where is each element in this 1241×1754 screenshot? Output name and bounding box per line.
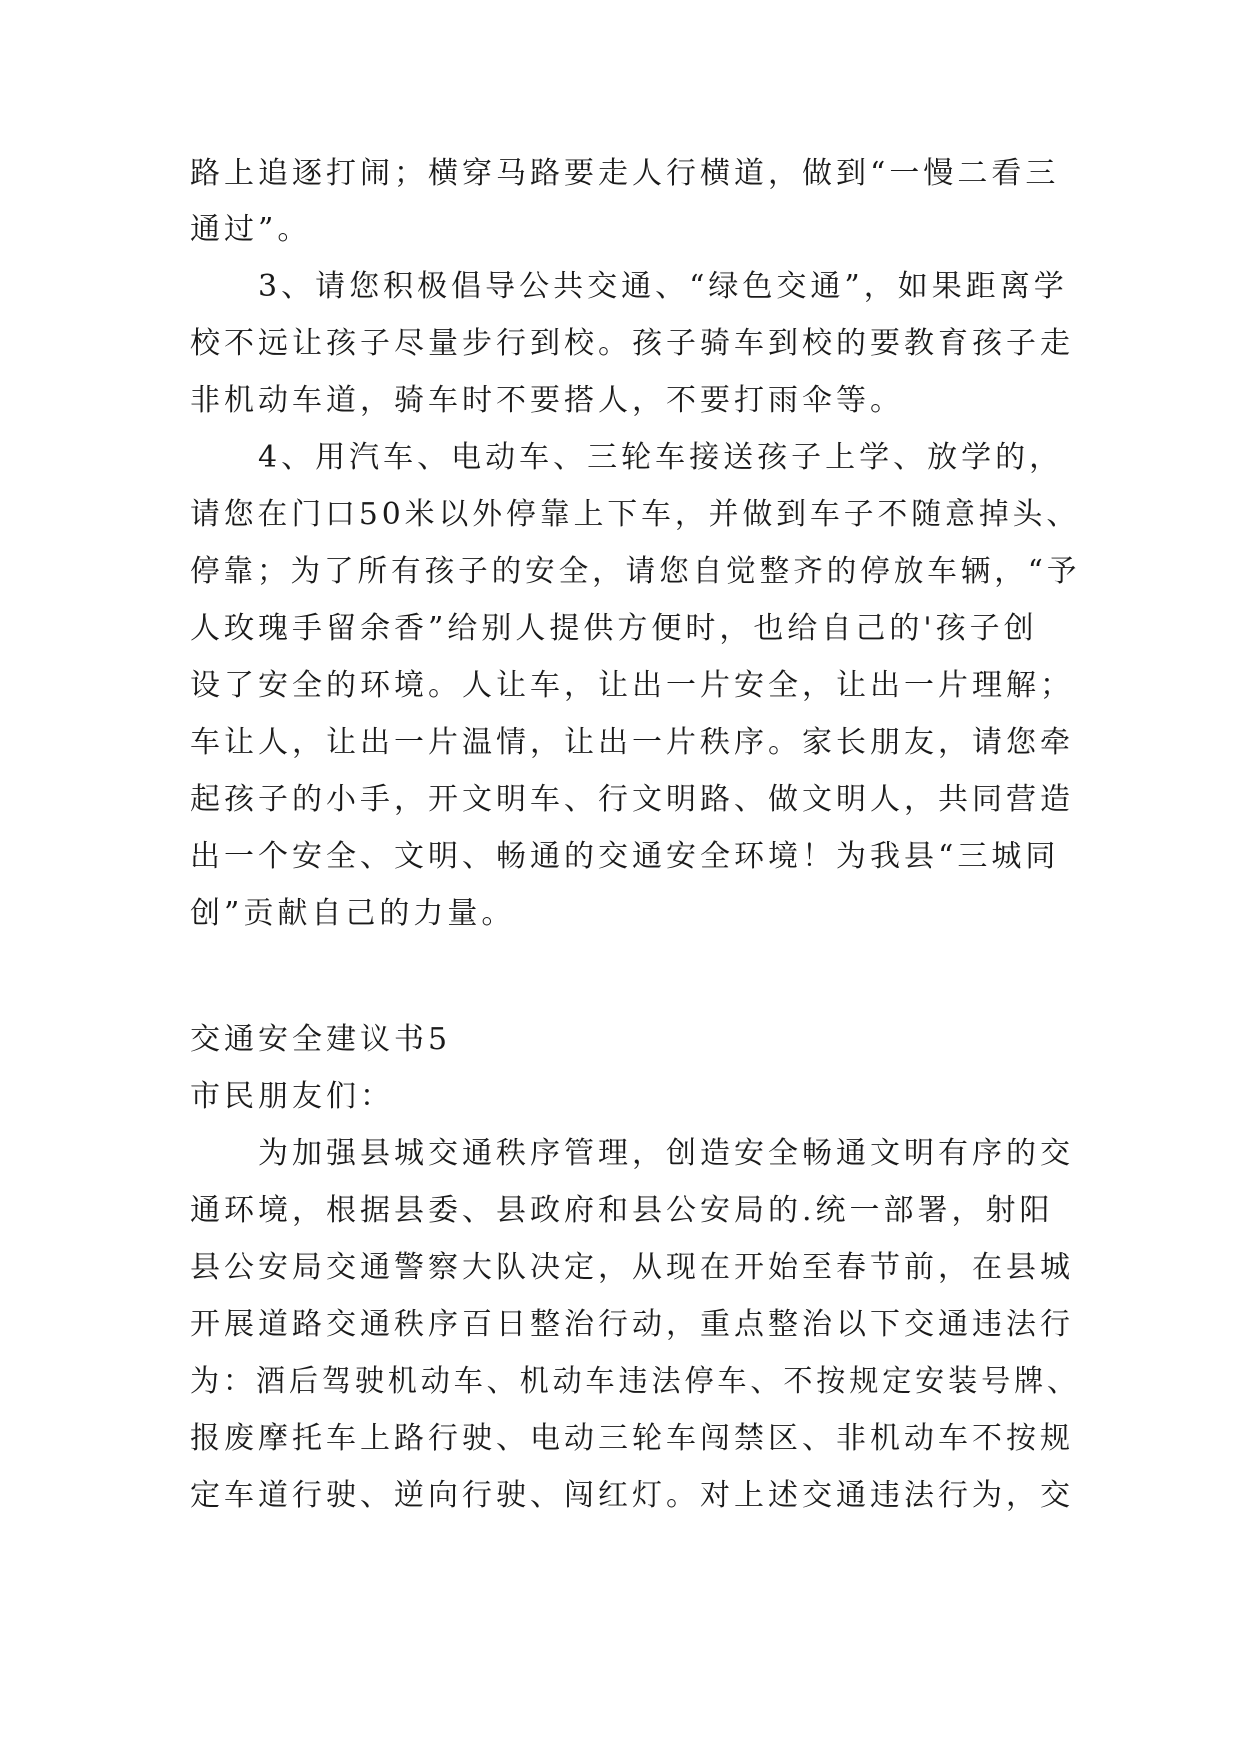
body-line: 3、请您积极倡导公共交通、“绿色交通”，如果距离学 bbox=[258, 269, 1068, 304]
body-line: 设了安全的环境。人让车，让出一片安全，让出一片理解； bbox=[190, 668, 1074, 703]
body-line: 起孩子的小手，开文明车、行文明路、做文明人，共同营造 bbox=[190, 782, 1074, 817]
body-line: 为加强县城交通秩序管理，创造安全畅通文明有序的交 bbox=[258, 1136, 1074, 1171]
body-line: 路上追逐打闹；横穿马路要走人行横道，做到“一慢二看三 bbox=[190, 156, 1060, 191]
body-line: 报废摩托车上路行驶、电动三轮车闯禁区、非机动车不按规 bbox=[190, 1421, 1074, 1456]
body-line: 定车道行驶、逆向行驶、闯红灯。对上述交通违法行为，交 bbox=[190, 1478, 1074, 1513]
body-line: 创”贡献自己的力量。 bbox=[190, 896, 516, 931]
body-line: 开展道路交通秩序百日整治行动，重点整治以下交通违法行 bbox=[190, 1307, 1074, 1342]
body-line: 县公安局交通警察大队决定，从现在开始至春节前，在县城 bbox=[190, 1250, 1074, 1285]
body-line: 为：酒后驾驶机动车、机动车违法停车、不按规定安装号牌、 bbox=[190, 1364, 1081, 1399]
body-line: 请您在门口50米以外停靠上下车，并做到车子不随意掉头、 bbox=[190, 497, 1081, 532]
body-line: 车让人，让出一片温情，让出一片秩序。家长朋友，请您牵 bbox=[190, 725, 1074, 760]
body-line: 4、用汽车、电动车、三轮车接送孩子上学、放学的， bbox=[258, 440, 1064, 475]
body-line: 校不远让孩子尽量步行到校。孩子骑车到校的要教育孩子走 bbox=[190, 326, 1074, 361]
section-heading: 交通安全建议书5 bbox=[190, 1022, 452, 1057]
body-line: 人玫瑰手留余香”给别人提供方便时，也给自己的'孩子创 bbox=[190, 611, 1038, 646]
body-line: 通环境，根据县委、县政府和县公安局的.统一部署，射阳 bbox=[190, 1193, 1054, 1228]
body-line: 通过”。 bbox=[190, 212, 312, 247]
body-line: 非机动车道，骑车时不要搭人，不要打雨伞等。 bbox=[190, 383, 904, 418]
body-line: 停靠；为了所有孩子的安全，请您自觉整齐的停放车辆，“予 bbox=[190, 554, 1081, 589]
body-line: 出一个安全、文明、畅通的交通安全环境！为我县“三城同 bbox=[190, 839, 1060, 874]
salutation: 市民朋友们： bbox=[190, 1079, 394, 1114]
